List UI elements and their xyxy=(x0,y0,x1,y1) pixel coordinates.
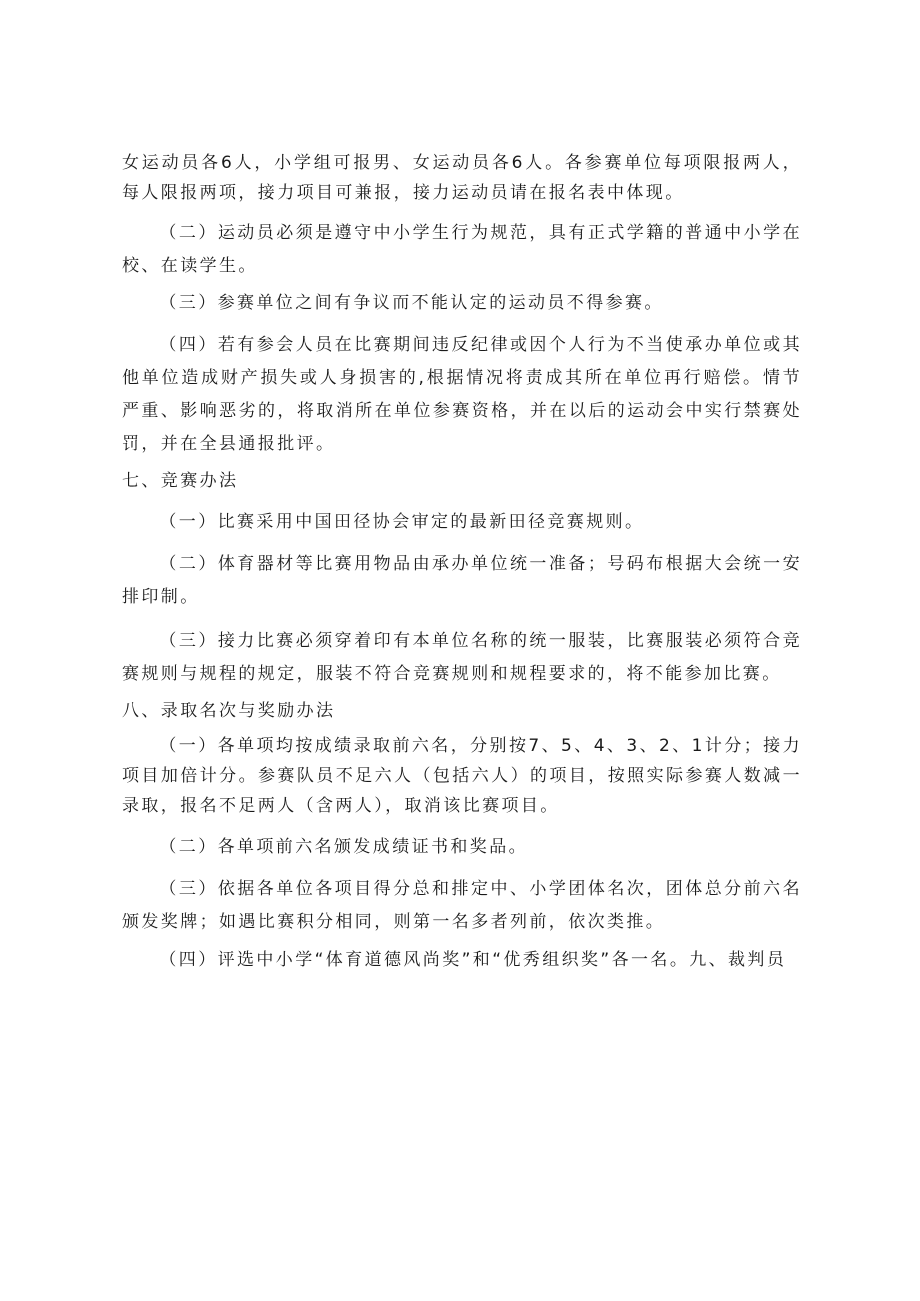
paragraph-scoring: （一）各单项均按成绩录取前六名，分别按7、5、4、3、2、1计分；接力项目加倍计分。参赛队员不足六人（包括六人）的项目，按照实际参赛人数减一录取，报名不足两人（含两人），取消该比赛项目。 xyxy=(122,736,802,816)
document-body xyxy=(122,148,802,977)
paragraph-athlete-eligibility: （二）运动员必须是遵守中小学生行为规范，具有正式学籍的普通中小学在校、在读学生。 xyxy=(122,223,802,276)
paragraph-competition-rules: （一）比赛采用中国田径协会审定的最新田径竞赛规则。 xyxy=(159,512,645,532)
paragraph-team-ranking: （三）依据各单位各项目得分总和排定中、小学团体名次，团体总分前六名颁发奖牌；如遇比赛积分相同，则第一名多者列前，依次类推。 xyxy=(122,879,802,932)
paragraph-equipment: （二）体育器材等比赛用物品由承办单位统一准备；号码布根据大会统一安排印制。 xyxy=(122,554,802,607)
section-heading-ranking-awards: 八、录取名次与奖励办法 xyxy=(122,701,336,721)
paragraph-discipline-compensation: （四）若有参会人员在比赛期间违反纪律或因个人行为不当使承办单位或其他单位造成财产损失或人身损害的,根据情况将责成其所在单位再行赔偿。情节严重、影响恶劣的，将取消所在单位参赛资格，并在以后的运动会中实行禁赛处罚，并在全县通报批评。 xyxy=(122,335,802,454)
paragraph-relay-uniform: （三）接力比赛必须穿着印有本单位名称的统一服装，比赛服装必须符合竞赛规则与规程的规定，服装不符合竞赛规则和规程要求的，将不能参加比赛。 xyxy=(122,631,802,684)
section-heading-competition-method: 七、竞赛办法 xyxy=(122,471,239,491)
paragraph-registration-quota: 女运动员各6人，小学组可报男、女运动员各6人。各参赛单位每项限报两人，每人限报两项，接力项目可兼报，接力运动员请在报名表中体现。 xyxy=(122,153,802,203)
paragraph-certificates: （二）各单项前六名颁发成绩证书和奖品。 xyxy=(159,837,528,857)
paragraph-disputed-athletes: （三）参赛单位之间有争议而不能认定的运动员不得参赛。 xyxy=(159,293,664,313)
paragraph-sportsmanship-award: （四）评选中小学“体育道德风尚奖”和“优秀组织奖”各一名。九、裁判员 xyxy=(159,950,787,970)
